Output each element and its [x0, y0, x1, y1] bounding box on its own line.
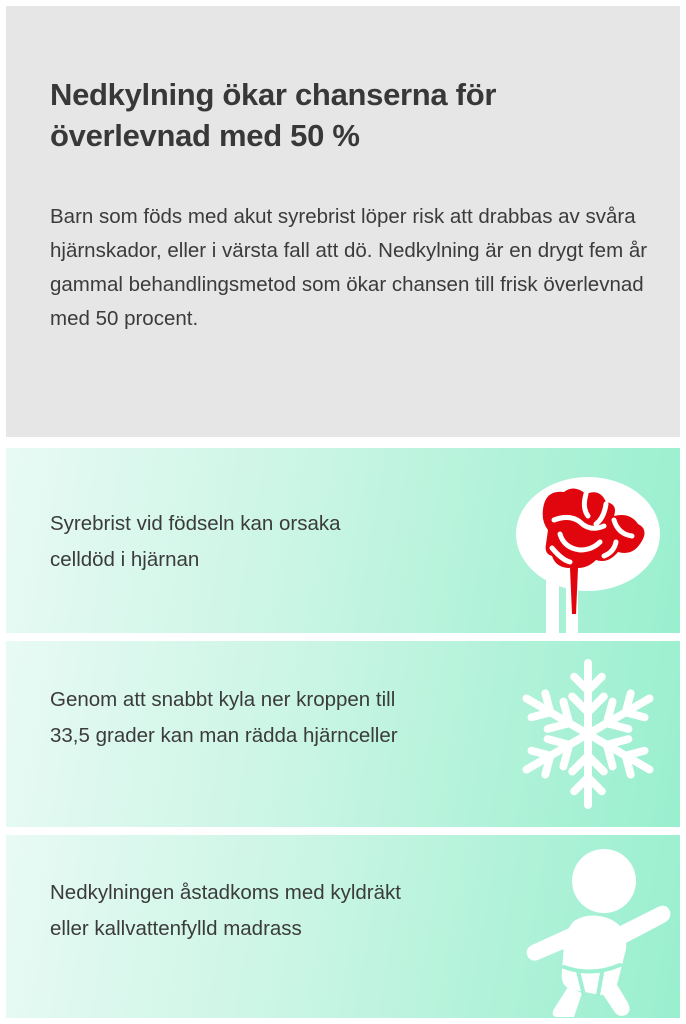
card-text: Nedkylningen åstadkoms med kyldräkt eller kallvattenfylld madrass: [50, 881, 401, 940]
info-card-cooling: [6, 641, 680, 827]
info-card-method: [6, 835, 680, 1018]
snowflake-icon: [509, 655, 667, 813]
header-panel: [6, 6, 680, 437]
brain-icon: [500, 464, 670, 633]
page-title: Nedkylning ökar chanserna för överlevnad med 50 %: [50, 77, 497, 153]
info-card-brain: [6, 448, 680, 633]
baby-icon: [518, 849, 674, 1018]
intro-paragraph: Barn som föds med akut syrebrist löper risk att drabbas av svåra hjärnskador, eller i värsta fall att dö. Nedkylning är en drygt fem år gammal behandlingsmetod som ökar chansen till frisk överlevnad med 50 procent.: [50, 205, 648, 330]
card-text: Syrebrist vid födseln kan orsaka celldöd i hjärnan: [50, 512, 341, 571]
card-text: Genom att snabbt kyla ner kroppen till 33,5 grader kan man rädda hjärnceller: [50, 688, 398, 747]
